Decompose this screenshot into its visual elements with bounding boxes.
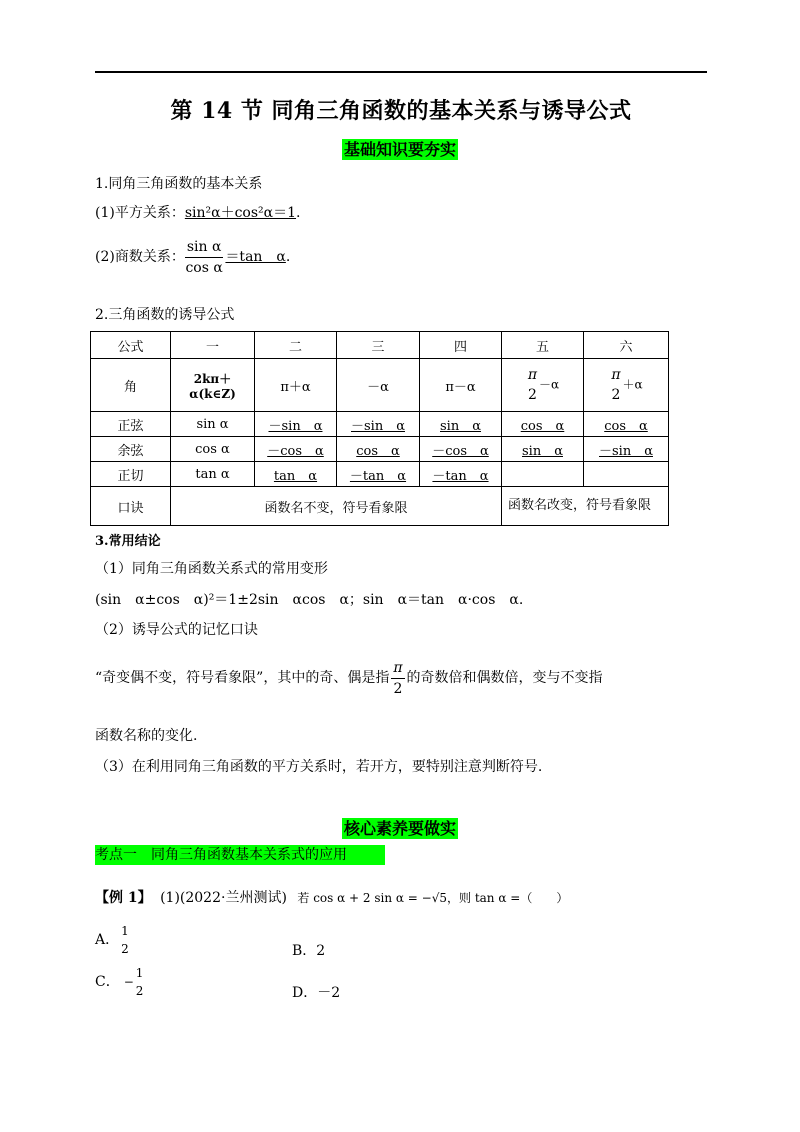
row-label-cos: 余弦 (91, 437, 171, 462)
pi-half-den: 2 (393, 680, 403, 697)
option-c-fraction (134, 967, 146, 997)
s1-item1-label: (1)平方关系： (95, 205, 185, 221)
angle-col1-line2: α(k∈Z) (189, 386, 236, 401)
row-label-rhyme: 口诀 (91, 487, 171, 526)
angle-cell: π＋α (255, 359, 337, 412)
header-cell: 二 (255, 332, 337, 359)
row-label-angle: 角 (91, 359, 171, 412)
s1-item1 (95, 204, 300, 222)
option-c-num: 1 (135, 966, 144, 980)
angle-cell: π－α (420, 359, 502, 412)
pi-over-two (609, 368, 622, 402)
cos-cell: －cos α (255, 437, 337, 462)
example-label: 【例 1】 (95, 890, 152, 906)
s3-p4 (95, 652, 603, 704)
example-source: (1)(2022·兰州测试) (160, 890, 287, 906)
induction-table (90, 331, 669, 526)
option-c[interactable] (95, 962, 145, 1002)
s1-item1-formula: sin²α＋cos²α＝1 (184, 205, 297, 221)
sin-cell: sin α (171, 412, 255, 437)
page-title: 第 14 节 同角三角函数的基本关系与诱导公式 (170, 98, 632, 124)
angle-cell (502, 359, 584, 412)
cos-cell: cos α (337, 437, 420, 462)
section-heading-core (0, 816, 800, 839)
tan-cell (584, 462, 669, 487)
quotient-numerator: sin α (185, 240, 224, 258)
header-cell: 一 (171, 332, 255, 359)
table-row-angle (91, 359, 669, 412)
s1-heading: 1.同角三角函数的基本关系 (95, 176, 263, 192)
s3-heading: 3.常用结论 (95, 534, 161, 549)
tan-cell: －tan α (420, 462, 502, 487)
sin-cell: cos α (584, 412, 669, 437)
angle-cell (584, 359, 669, 412)
header-cell: 六 (584, 332, 669, 359)
s3-p1: （1）同角三角函数关系式的常用变形 (95, 561, 328, 577)
tan-cell: －tan α (337, 462, 420, 487)
table-row-header (91, 332, 669, 359)
s3-p3: （2）诱导公式的记忆口诀 (95, 622, 258, 638)
s3-p4-after: 的奇数倍和偶数倍，变与不变指 (406, 670, 603, 686)
option-a-label: A． (95, 932, 120, 948)
cos-cell: cos α (171, 437, 255, 462)
option-c-den: 2 (135, 984, 144, 998)
table-row-sin (91, 412, 669, 437)
option-a-num: 1 (121, 924, 129, 938)
section-heading-basics (0, 137, 800, 160)
s1-item1-end: . (296, 205, 301, 221)
section-heading-basics-label: 基础知识要夯实 (343, 140, 456, 159)
cos-cell: －cos α (420, 437, 502, 462)
s3-p2: (sin α±cos α)²＝1±2sin αcos α；sin α＝tan α·cos α. (95, 592, 524, 608)
angle-col6-tail: ＋α (622, 377, 643, 392)
sin-cell: －sin α (337, 412, 420, 437)
option-c-label: C． (95, 974, 120, 990)
option-a-den: 2 (121, 942, 129, 956)
pi-half-num: π (391, 661, 404, 679)
section-heading-core-label: 核心素养要做实 (343, 819, 456, 838)
pi-half-fraction (391, 661, 404, 696)
angle-col5-tail: －α (539, 377, 560, 392)
cos-cell: sin α (502, 437, 584, 462)
s1-item2 (95, 232, 290, 282)
s3-p4-before: “奇变偶不变，符号看象限”，其中的奇、偶是指 (95, 670, 390, 686)
quotient-denominator: cos α (185, 259, 223, 276)
s1-item2-end: . (285, 249, 291, 265)
sin-cell: sin α (420, 412, 502, 437)
topic-banner (95, 845, 385, 865)
table-row-cos (91, 437, 669, 462)
rhyme-left: 函数名不变，符号看象限 (171, 487, 502, 526)
header-cell: 五 (502, 332, 584, 359)
s3-p5: 函数名称的变化. (95, 728, 198, 744)
top-rule (95, 71, 707, 73)
sin-cell: cos α (502, 412, 584, 437)
topic-banner-label: 考点一 同角三角函数基本关系式的应用 (95, 847, 347, 863)
two-symbol: 2 (527, 387, 537, 403)
cos-cell: －sin α (584, 437, 669, 462)
pi-over-two (526, 368, 539, 402)
tan-cell: tan α (171, 462, 255, 487)
header-cell: 公式 (91, 332, 171, 359)
example-question: 若 cos α + 2 sin α = −√5，则 tan α =（ ） (297, 891, 569, 905)
option-d[interactable]: D．－2 (292, 985, 341, 1001)
header-cell: 四 (420, 332, 502, 359)
option-b[interactable]: B．2 (292, 943, 326, 959)
s1-item2-rhs: ＝tan α (225, 249, 286, 265)
angle-cell: －α (337, 359, 420, 412)
table-row-tan (91, 462, 669, 487)
example-line (95, 889, 568, 907)
s1-item2-label: (2)商数关系： (95, 249, 185, 265)
pi-symbol: π (611, 367, 621, 383)
tan-cell (502, 462, 584, 487)
option-a[interactable] (95, 920, 131, 960)
header-cell: 三 (337, 332, 420, 359)
pi-symbol: π (527, 367, 538, 383)
option-c-sign: − (123, 975, 134, 989)
tan-cell: tan α (255, 462, 337, 487)
rhyme-right: 函数名改变，符号看象限 (502, 487, 669, 526)
angle-col1-line1: 2kπ＋ (193, 371, 232, 386)
table-row-rhyme (91, 487, 669, 526)
sin-cell: －sin α (255, 412, 337, 437)
s2-heading: 2.三角函数的诱导公式 (95, 307, 235, 323)
s3-p6: （3）在利用同角三角函数的平方关系时，若开方，要特别注意判断符号. (95, 759, 543, 775)
row-label-sin: 正弦 (91, 412, 171, 437)
angle-cell (171, 359, 255, 412)
quotient-fraction (185, 240, 224, 275)
row-label-tan: 正切 (91, 462, 171, 487)
two-symbol: 2 (611, 387, 621, 403)
option-a-fraction (119, 925, 131, 955)
